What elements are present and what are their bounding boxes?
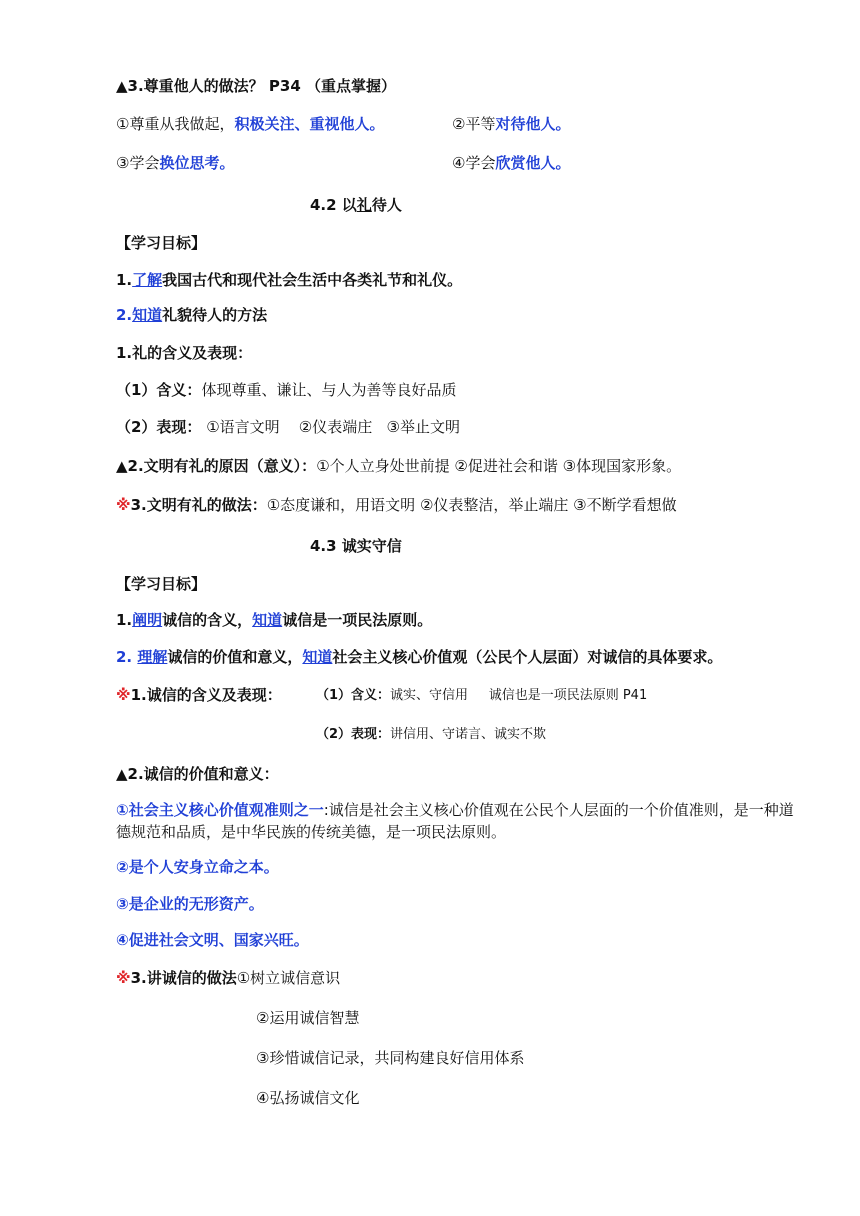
respect-item-3-prefix: ③学会	[116, 154, 160, 172]
integrity-value-2: ②是个人安身立命之本。	[116, 858, 279, 876]
section-4-2-title-num: 4.2 以	[310, 196, 357, 214]
goal-1-mid: 诚信的含义，	[162, 611, 253, 629]
goal-1-end: 诚信是一项民法原则。	[282, 611, 433, 629]
respect-item-2-prefix: ②平等	[452, 115, 496, 133]
integrity-definition-heading	[116, 685, 282, 705]
integrity-methods-heading	[116, 968, 340, 988]
respect-item-1-highlight: 积极关注、重视他人。	[234, 115, 385, 133]
section-4-2-goals-label: 【学习目标】	[116, 234, 207, 252]
goal-1-link[interactable]: 了解	[132, 271, 163, 289]
section-4-2-goal-1	[116, 270, 462, 290]
goal-2-num: 2.	[116, 648, 138, 666]
courtesy-expression-label: （2）表现：	[116, 418, 202, 436]
respect-item-1	[116, 114, 384, 134]
goal-2-text: 礼貌待人的方法	[162, 306, 268, 324]
integrity-value-1-text: :诚信是社会主义核心价值观在公民个人层面的一个价值准则，是一种道德规范和品质，是中华民族的传统美德，是一项民法原则。	[116, 801, 794, 841]
section-4-2-title-rest: 待人	[371, 196, 402, 214]
integrity-method-3: ③珍惜诚信记录，共同构建良好信用体系	[256, 1049, 525, 1067]
courtesy-reasons-text: ①个人立身处世前提 ②促进社会和谐 ③体现国家形象。	[316, 457, 682, 475]
goal-2-end: 社会主义核心价值观（公民个人层面）对诚信的具体要求。	[332, 648, 723, 666]
section-4-3-goal-1	[116, 610, 432, 630]
integrity-value-heading: ▲2.诚信的价值和意义：	[116, 765, 279, 783]
respect-item-4	[452, 153, 570, 173]
section-4-3-goals-label: 【学习目标】	[116, 575, 207, 593]
goal-1-text: 我国古代和现代社会生活中各类礼节和礼仪。	[162, 271, 463, 289]
important-mark: ※	[116, 686, 131, 704]
integrity-value-4: ④促进社会文明、国家兴旺。	[116, 931, 309, 949]
integrity-meaning	[316, 686, 647, 706]
courtesy-reasons-label: ▲2.文明有礼的原因（意义）：	[116, 457, 317, 475]
courtesy-expression-text: ①语言文明 ②仪表端庄 ③举止文明	[201, 418, 460, 436]
goal-2-link[interactable]: 知道	[132, 306, 163, 324]
respect-item-3	[116, 153, 234, 173]
goal-2-num: 2.	[116, 306, 133, 324]
respect-heading: ▲3.尊重他人的做法？ P34 （重点掌握）	[116, 77, 396, 95]
courtesy-methods-text: ①态度谦和，用语文明 ②仪表整洁，举止端庄 ③不断学看想做	[266, 496, 677, 514]
respect-item-3-highlight: 换位思考。	[159, 154, 235, 172]
section-4-3-title: 4.3 诚实守信	[310, 537, 402, 555]
important-mark: ※	[116, 969, 131, 987]
respect-item-1-prefix: ①尊重从我做起，	[116, 115, 235, 133]
goal-1-num: 1.	[116, 271, 133, 289]
integrity-method-2: ②运用诚信智慧	[256, 1009, 360, 1027]
section-4-2-title-underlined: 礼	[356, 196, 372, 214]
respect-item-4-highlight: 欣赏他人。	[495, 154, 571, 172]
section-4-2-title	[310, 195, 402, 215]
goal-2-mid: 诚信的价值和意义，	[167, 648, 303, 666]
courtesy-methods-label: 3.文明有礼的做法：	[130, 496, 267, 514]
courtesy-reasons	[116, 456, 681, 476]
integrity-definition-label: 1.诚信的含义及表现：	[130, 686, 282, 704]
goal-2-link-know[interactable]: 知道	[302, 648, 333, 666]
integrity-meaning-label: （1）含义：	[316, 688, 391, 703]
courtesy-methods	[116, 495, 677, 515]
courtesy-meaning-label: （1）含义：	[116, 381, 202, 399]
courtesy-expression	[116, 417, 460, 437]
goal-2-link-understand[interactable]: 理解	[137, 648, 168, 666]
goal-1-link-explain[interactable]: 阐明	[132, 611, 163, 629]
goal-1-link-know[interactable]: 知道	[252, 611, 283, 629]
integrity-expression-label: （2）表现：	[316, 727, 391, 742]
important-mark: ※	[116, 496, 131, 514]
courtesy-meaning-text: 体现尊重、谦让、与人为善等良好品质	[201, 381, 457, 399]
integrity-value-1-highlight: ①社会主义核心价值观准则之一	[116, 801, 324, 819]
respect-item-4-prefix: ④学会	[452, 154, 496, 172]
integrity-method-4: ④弘扬诚信文化	[256, 1089, 360, 1107]
courtesy-heading: 1.礼的含义及表现：	[116, 344, 253, 362]
goal-1-num: 1.	[116, 611, 133, 629]
courtesy-meaning	[116, 380, 456, 400]
integrity-value-1	[116, 799, 806, 843]
section-4-3-goal-2	[116, 647, 722, 667]
integrity-expression	[316, 725, 546, 745]
integrity-expression-text: 讲信用、守诺言、诚实不欺	[390, 727, 547, 742]
section-4-2-goal-2	[116, 305, 267, 325]
integrity-meaning-text: 诚实、守信用 诚信也是一项民法原则 P41	[390, 688, 648, 703]
integrity-methods-label: 3.讲诚信的做法	[130, 969, 237, 987]
integrity-method-1: ①树立诚信意识	[236, 969, 341, 987]
integrity-value-3: ③是企业的无形资产。	[116, 895, 264, 913]
respect-item-2	[452, 114, 570, 134]
respect-item-2-highlight: 对待他人。	[495, 115, 571, 133]
